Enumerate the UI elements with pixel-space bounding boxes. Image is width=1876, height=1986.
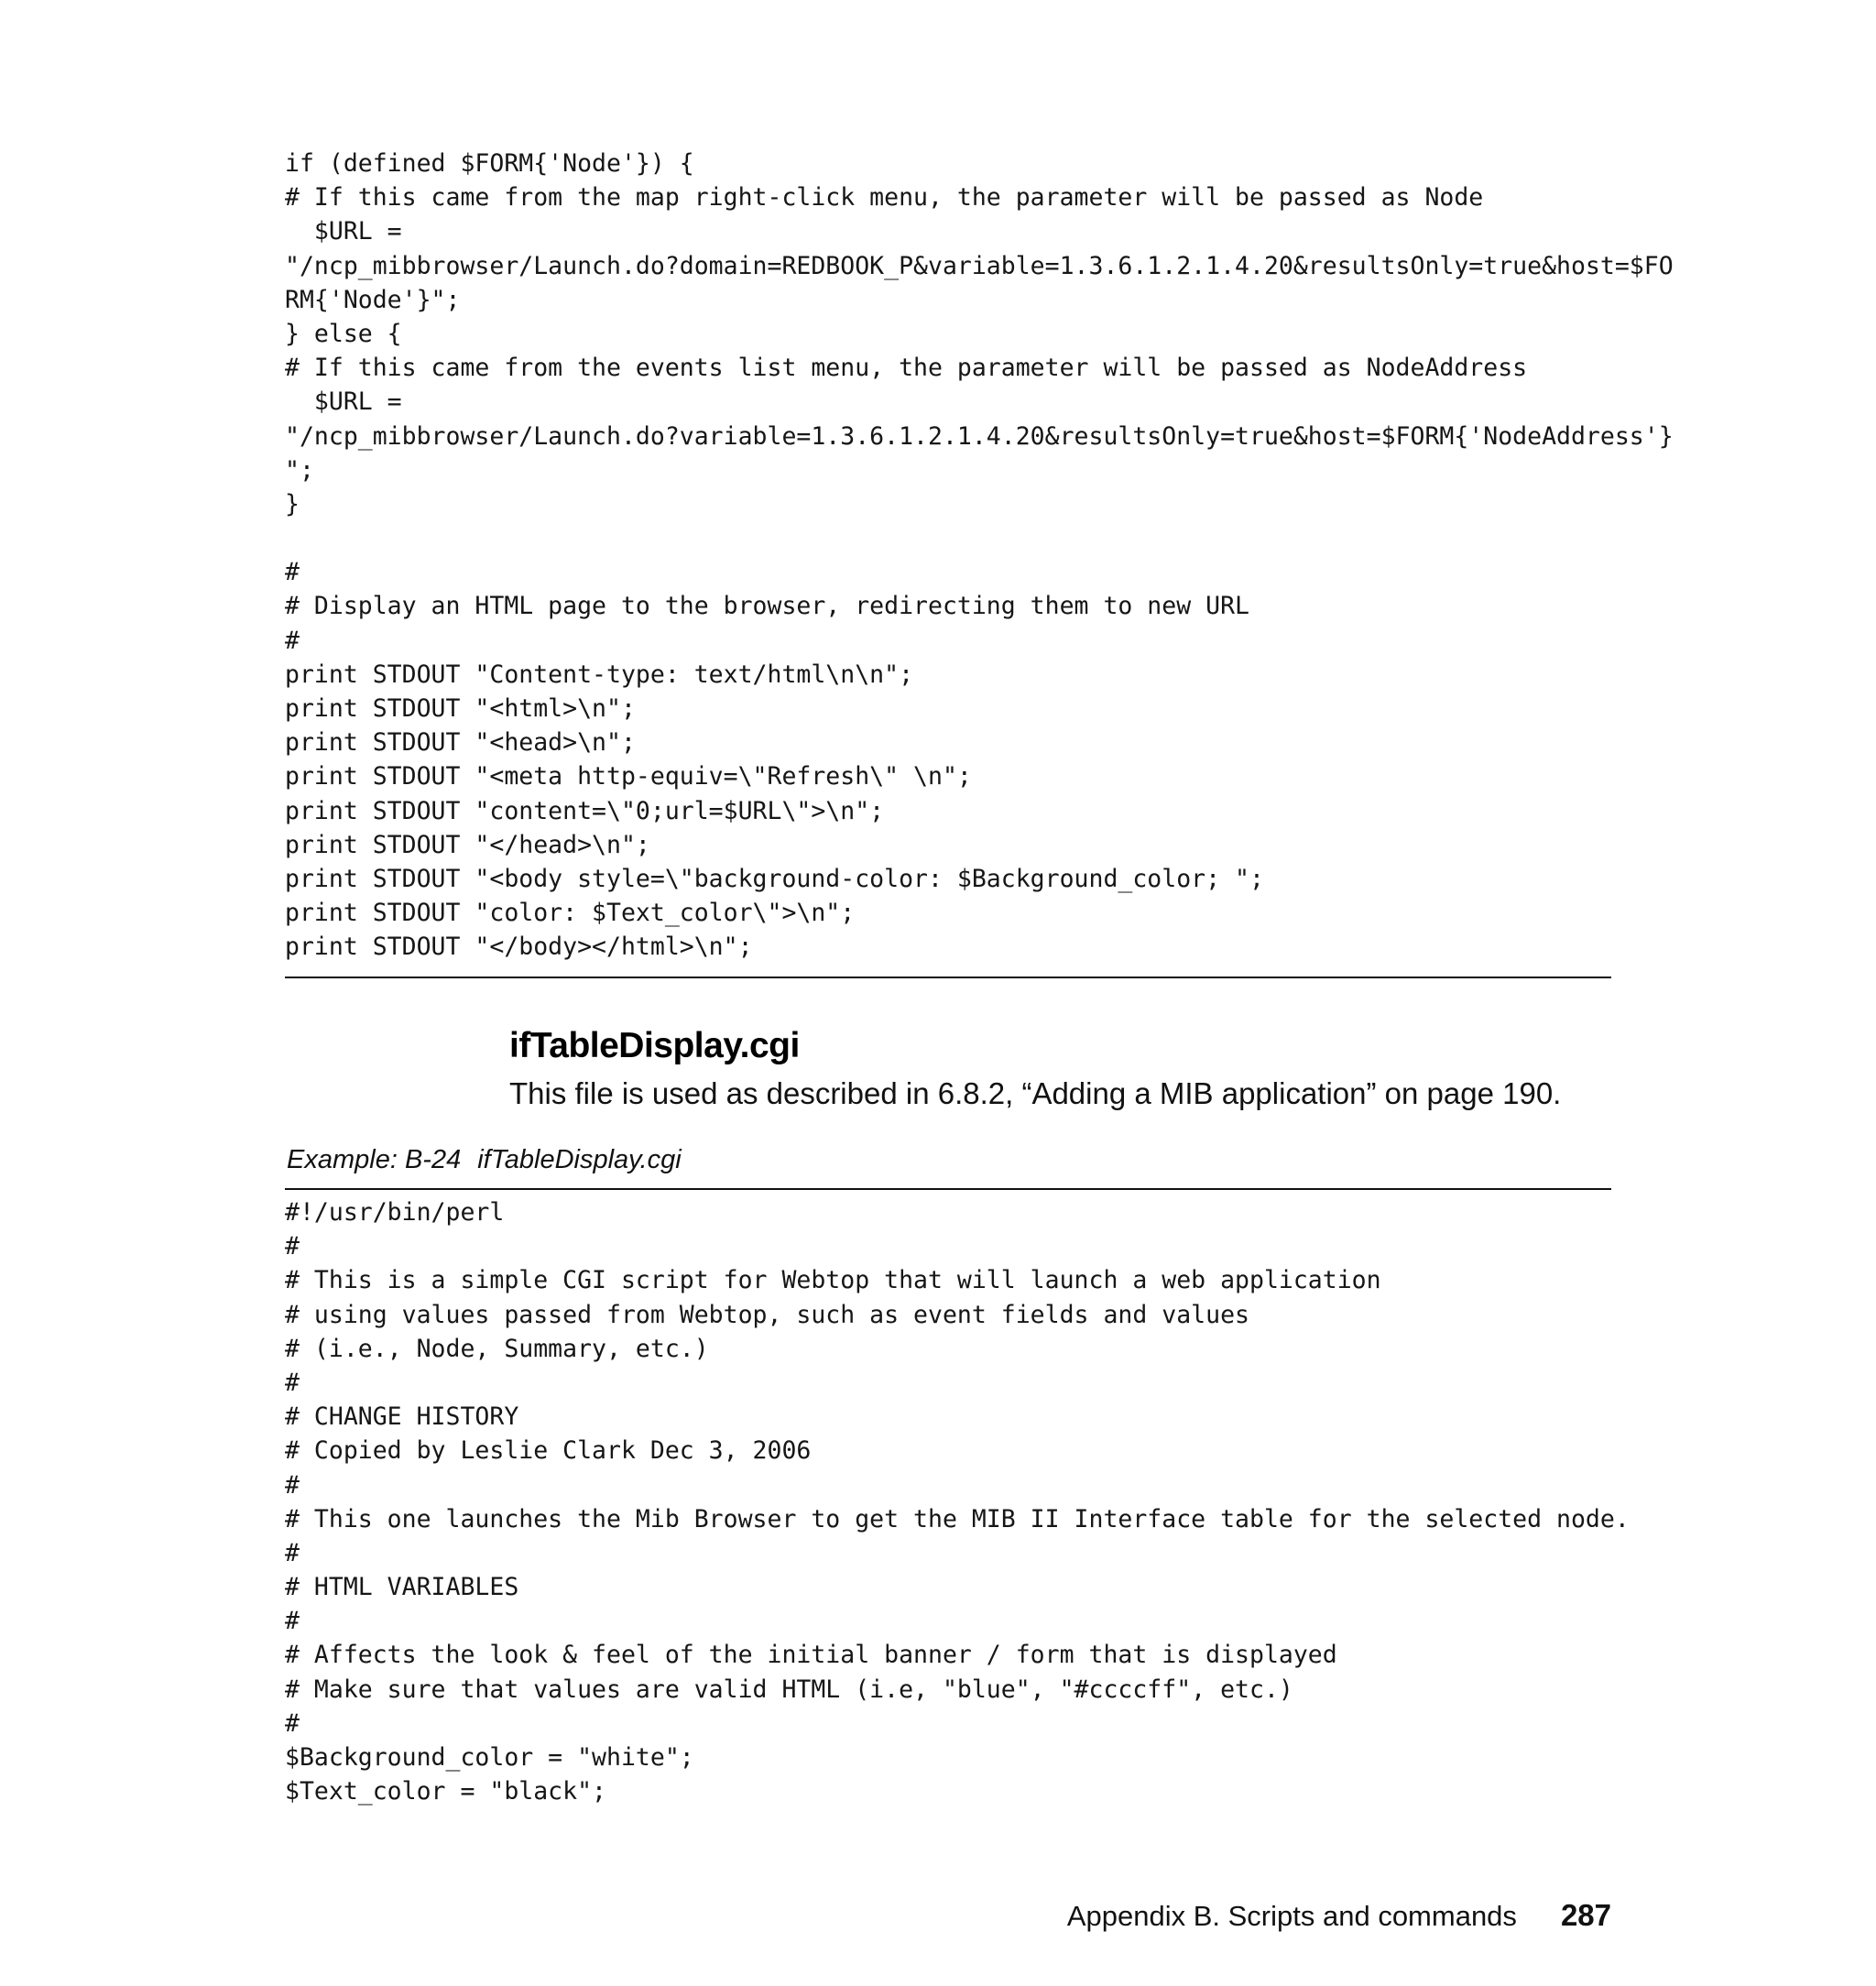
code-line: $URL = <box>285 217 402 246</box>
code-line: # <box>285 1470 300 1500</box>
code-line: # This is a simple CGI script for Webtop that will launch a web application <box>285 1266 1381 1295</box>
example-start-rule <box>285 1188 1611 1190</box>
section-body-text: This file is used as described in 6.8.2, “Adding a MIB application” on page 190. <box>509 1076 1562 1110</box>
code-line: $Text_color = "black"; <box>285 1777 606 1806</box>
code-line: print STDOUT "color: $Text_color\">\n"; <box>285 899 856 928</box>
code-line: } <box>285 489 300 518</box>
code-line: # CHANGE HISTORY <box>285 1402 519 1432</box>
example-caption <box>287 1145 682 1175</box>
code-line: # Make sure that values are valid HTML (i.e, "blue", "#ccccff", etc.) <box>285 1675 1293 1704</box>
code-line: "; <box>285 455 314 485</box>
code-line: # This one launches the Mib Browser to get the MIB II Interface table for the selected node. <box>285 1504 1630 1533</box>
code-line: $URL = <box>285 387 402 417</box>
code-line: print STDOUT "<head>\n"; <box>285 728 636 758</box>
code-line: # <box>285 558 300 587</box>
code-line: $Background_color = "white"; <box>285 1743 694 1772</box>
footer-section-title: Appendix B. Scripts and commands <box>1066 1900 1517 1932</box>
code-line: # using values passed from Webtop, such as event fields and values <box>285 1300 1249 1329</box>
code-line: # Affects the look & feel of the initial banner / form that is displayed <box>285 1641 1337 1670</box>
section-heading: ifTableDisplay.cgi <box>509 1026 800 1065</box>
code-listing-continued <box>285 147 1674 965</box>
code-line: "/ncp_mibbrowser/Launch.do?variable=1.3.6.1.2.1.4.20&resultsOnly=true&host=$FORM{'NodeAddress'} <box>285 421 1674 451</box>
code-line: # <box>285 1708 300 1738</box>
code-line: # <box>285 1607 300 1636</box>
example-label: Example: B-24 <box>287 1145 462 1174</box>
code-line: print STDOUT "</body></html>\n"; <box>285 933 753 962</box>
code-line: print STDOUT "<meta http-equiv=\"Refresh\" \n"; <box>285 762 972 791</box>
code-line: # Copied by Leslie Clark Dec 3, 2006 <box>285 1436 812 1466</box>
code-line: # If this came from the map right-click menu, the parameter will be passed as Node <box>285 183 1484 213</box>
code-end-rule <box>285 977 1611 978</box>
code-line: # <box>285 626 300 655</box>
code-line: # HTML VARIABLES <box>285 1573 519 1602</box>
code-line: print STDOUT "<html>\n"; <box>285 694 636 723</box>
code-line: if (defined $FORM{'Node'}) { <box>285 149 694 178</box>
code-line: print STDOUT "</head>\n"; <box>285 830 650 859</box>
code-line: # If this came from the events list menu, the parameter will be passed as NodeAddress <box>285 354 1528 383</box>
code-line <box>285 521 1674 555</box>
code-listing-example <box>285 1195 1630 1808</box>
page-footer <box>1067 1898 1611 1933</box>
code-line: print STDOUT "content=\"0;url=$URL\">\n"; <box>285 796 885 825</box>
code-line: # <box>285 1368 300 1397</box>
code-line: # <box>285 1232 300 1261</box>
example-title: ifTableDisplay.cgi <box>477 1145 682 1174</box>
code-line: # (i.e., Node, Summary, etc.) <box>285 1334 709 1363</box>
code-line: # <box>285 1538 300 1567</box>
code-line: } else { <box>285 319 402 348</box>
code-line: #!/usr/bin/perl <box>285 1198 505 1227</box>
code-line: # Display an HTML page to the browser, redirecting them to new URL <box>285 592 1249 621</box>
code-line: print STDOUT "Content-type: text/html\n\n"; <box>285 660 914 689</box>
code-line: "/ncp_mibbrowser/Launch.do?domain=REDBOOK_P&variable=1.3.6.1.2.1.4.20&resultsOnly=true&host=$FO <box>285 251 1674 280</box>
page-number: 287 <box>1560 1898 1611 1932</box>
code-line: print STDOUT "<body style=\"background-color: $Background_color; "; <box>285 864 1264 893</box>
code-line: RM{'Node'}"; <box>285 285 461 314</box>
